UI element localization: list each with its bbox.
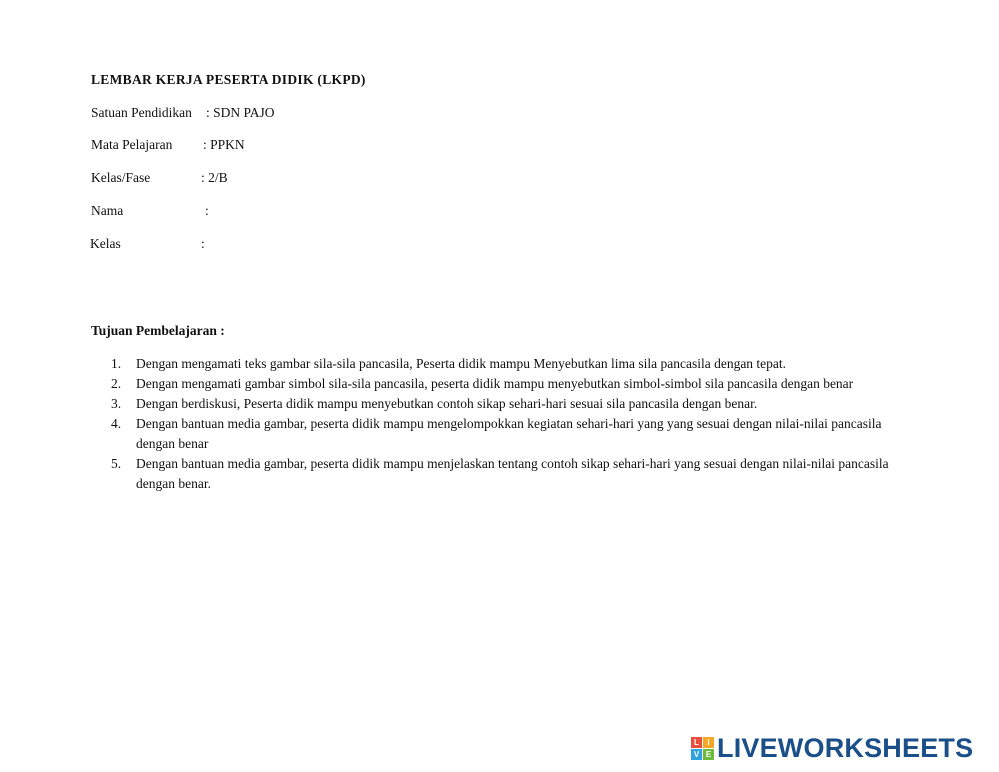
- list-item: [111, 454, 901, 494]
- logo-tile: I: [703, 737, 714, 748]
- field-label: Kelas/Fase: [91, 170, 151, 185]
- field-value: : SDN PAJO: [206, 105, 275, 120]
- list-item-text: Dengan bantuan media gambar, peserta didik mampu mengelompokkan kegiatan sehari-hari yang yang sesuai dengan nilai-nilai pancasila dengan benar: [136, 416, 882, 451]
- liveworksheets-logo-icon: [691, 737, 714, 760]
- list-item: [111, 374, 901, 394]
- list-item-number: 4.: [111, 416, 122, 431]
- list-item-text: Dengan mengamati gambar simbol sila-sila pancasila, peserta didik mampu menyebutkan simbol-simbol sila pancasila dengan benar: [136, 376, 854, 391]
- list-item-text: Dengan mengamati teks gambar sila-sila pancasila, Peserta didik mampu Menyebutkan lima sila pancasila dengan tepat.: [136, 356, 787, 371]
- logo-tile: L: [691, 737, 702, 748]
- field-value: :: [201, 236, 205, 251]
- field-label: Mata Pelajaran: [91, 137, 173, 152]
- objectives-list: [111, 354, 901, 494]
- list-item-number: 5.: [111, 456, 122, 471]
- list-item: [111, 414, 901, 454]
- list-item-number: 3.: [111, 396, 122, 411]
- field-value: : 2/B: [201, 170, 228, 185]
- logo-tile: E: [703, 749, 714, 760]
- objectives-heading: Tujuan Pembelajaran :: [91, 323, 225, 338]
- document-title: LEMBAR KERJA PESERTA DIDIK (LKPD): [91, 72, 366, 87]
- logo-tile: V: [691, 749, 702, 760]
- list-item-text: Dengan berdiskusi, Peserta didik mampu menyebutkan contoh sikap sehari-hari sesuai sila pancasila dengan benar.: [136, 396, 758, 411]
- logo-text: LIVEWORKSHEETS: [717, 732, 974, 763]
- list-item-number: 1.: [111, 356, 122, 371]
- field-label: Kelas: [90, 236, 121, 251]
- list-item-number: 2.: [111, 376, 122, 391]
- field-value: :: [205, 203, 209, 218]
- field-label: Nama: [91, 203, 124, 218]
- liveworksheets-logo[interactable]: [691, 733, 973, 763]
- field-label: Satuan Pendidikan: [91, 105, 192, 120]
- list-item-text: Dengan bantuan media gambar, peserta didik mampu menjelaskan tentang contoh sikap sehari-hari yang sesuai dengan nilai-nilai pancasila dengan benar.: [136, 456, 889, 491]
- list-item: [111, 354, 901, 374]
- list-item: [111, 394, 901, 414]
- field-value: : PPKN: [203, 137, 245, 152]
